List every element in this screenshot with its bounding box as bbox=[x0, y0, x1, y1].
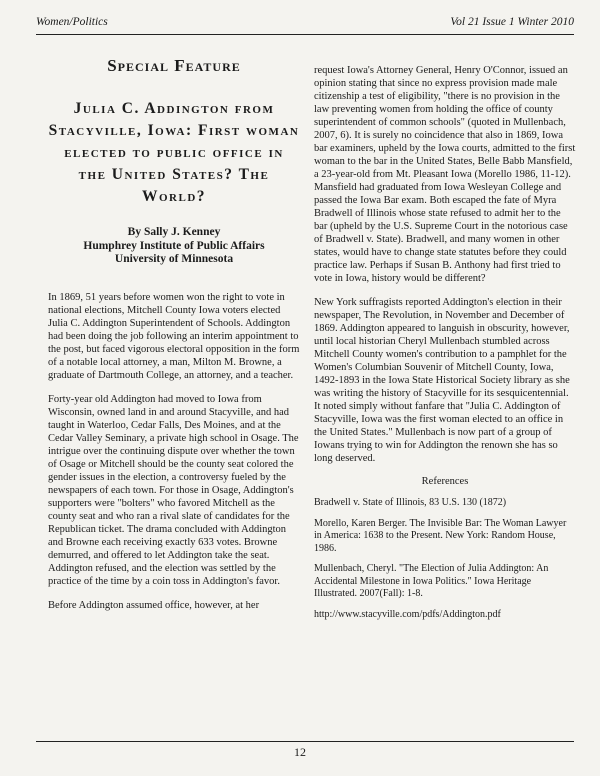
byline bbox=[48, 226, 300, 267]
reference-item: Morello, Karen Berger. The Invisible Bar: The Woman Lawyer in America: 1638 to the Present. New York: Random House, 1986. bbox=[314, 517, 567, 554]
header-rule bbox=[36, 34, 574, 35]
section-label: Special Feature bbox=[107, 56, 241, 75]
body-paragraph: Before Addington assumed office, however, at her bbox=[48, 599, 260, 611]
right-column bbox=[314, 64, 576, 629]
article-title: Julia C. Addington from Stacyville, Iowa: First woman elected to public office in the United States? The World? bbox=[48, 100, 300, 205]
body-paragraph: In 1869, 51 years before women won the right to vote in national elections, Mitchell County Iowa voters elected Julia C. Addington Superintendent of Schools. Addington had been doing the job following an interim appointment to the post, but faced vigorous electoral opposition in the form of a notable local attorney, a man, Milton M. Browne, a graduate of Dartmouth College, an attorney, and a teacher. bbox=[48, 291, 300, 381]
affiliation: Humphrey Institute of Public Affairs bbox=[83, 239, 265, 252]
references-heading: References bbox=[421, 476, 469, 487]
reference-item: Bradwell v. State of Illinois, 83 U.S. 130 (1872) bbox=[314, 497, 507, 508]
running-header bbox=[36, 14, 574, 32]
left-column bbox=[48, 56, 300, 623]
reference-url: http://www.stacyville.com/pdfs/Addington.pdf bbox=[314, 608, 501, 620]
author: By Sally J. Kenney bbox=[127, 226, 221, 238]
body-paragraph: request Iowa's Attorney General, Henry O'Connor, issued an opinion stating that since no express provision made male citizenship a test of eligibility, "there is no provision in the law preventing women from holding the office of county superintendent of common schools" (quoted in Mullenbach, 2007, 6). It is surely no coincidence that also in 1869, Iowa bar examiners, upheld by the Iowa courts, admitted to the first woman to the bar in the United States, Belle Babb Mansfield, a 23-year-old from Mt. Pleasant Iowa (Morello 1986, 11-12). Mansfield had graduated from Iowa Wesleyan College and passed the Iowa Bar exam. Both escaped the fate of Myra Bradwell of Illinois whose state refused to admit her to the bar (upheld by the U.S. Supreme Court in the notorious case of Bradwell v. State). Bradwell, and many women in other states, would have to change state statutes before they could practice law. Perhaps if Susan B. Anthony had first tried to vote in Iowa, history would be different? bbox=[314, 65, 576, 284]
page-number: 12 bbox=[294, 745, 306, 759]
reference-item: Mullenbach, Cheryl. "The Election of Julia Addington: An Accidental Milestone in Iowa Politics." Iowa Heritage Illustrated. 2007(Fall): 1-8. bbox=[314, 563, 549, 599]
body-paragraph: New York suffragists reported Addington's election in their newspaper, The Revolution, in November and December of 1869. Addington appeared to languish in obscurity, however, until local historian Cheryl Mullenbach stumbled across Mitchell County women's contribution to a pamphlet for the Women's Columbian Souvenir of Mitchell County, Iowa, 1492-1893 in the Iowa State Historical Society library as she was writing the history of Stacyville for its sesquicentennial. It noted simply without fanfare that "Julia C. Addington of Stacyville, Iowa was the first woman elected to an office in the United States." Mullenbach is now part of a group of Iowans trying to win for Addington the renown she has so long deserved. bbox=[314, 297, 570, 464]
issue-info: Vol 21 Issue 1 Winter 2010 bbox=[450, 16, 574, 28]
footer-rule bbox=[36, 741, 574, 742]
affiliation-university: University of Minnesota bbox=[114, 253, 234, 265]
journal-name: Women/Politics bbox=[36, 16, 108, 28]
body-paragraph: Forty-year old Addington had moved to Iowa from Wisconsin, owned land in and around Stacyville, and had taught in Waterloo, Cedar Falls, Des Moines, and at the Cedar Valley Seminary, a private high school in Osage. The intrigue over the continuing dispute over whether the town of Osage or Mitchell should be the county seat colored the gender issues in the election, a controversy fueled by the newspapers of each town. For those in Osage, Addington's supporters were "bolters" who favored Mitchell as the county seat and who ran a rival slate of candidates for the Republican ticket. The drama concluded with Addington and Browne each receiving exactly 633 votes. Browne demurred, and offered to let Addington take the seat. Addington refused, and the election was settled by the practice of the time by a coin toss in Addington's favor. bbox=[48, 393, 299, 587]
